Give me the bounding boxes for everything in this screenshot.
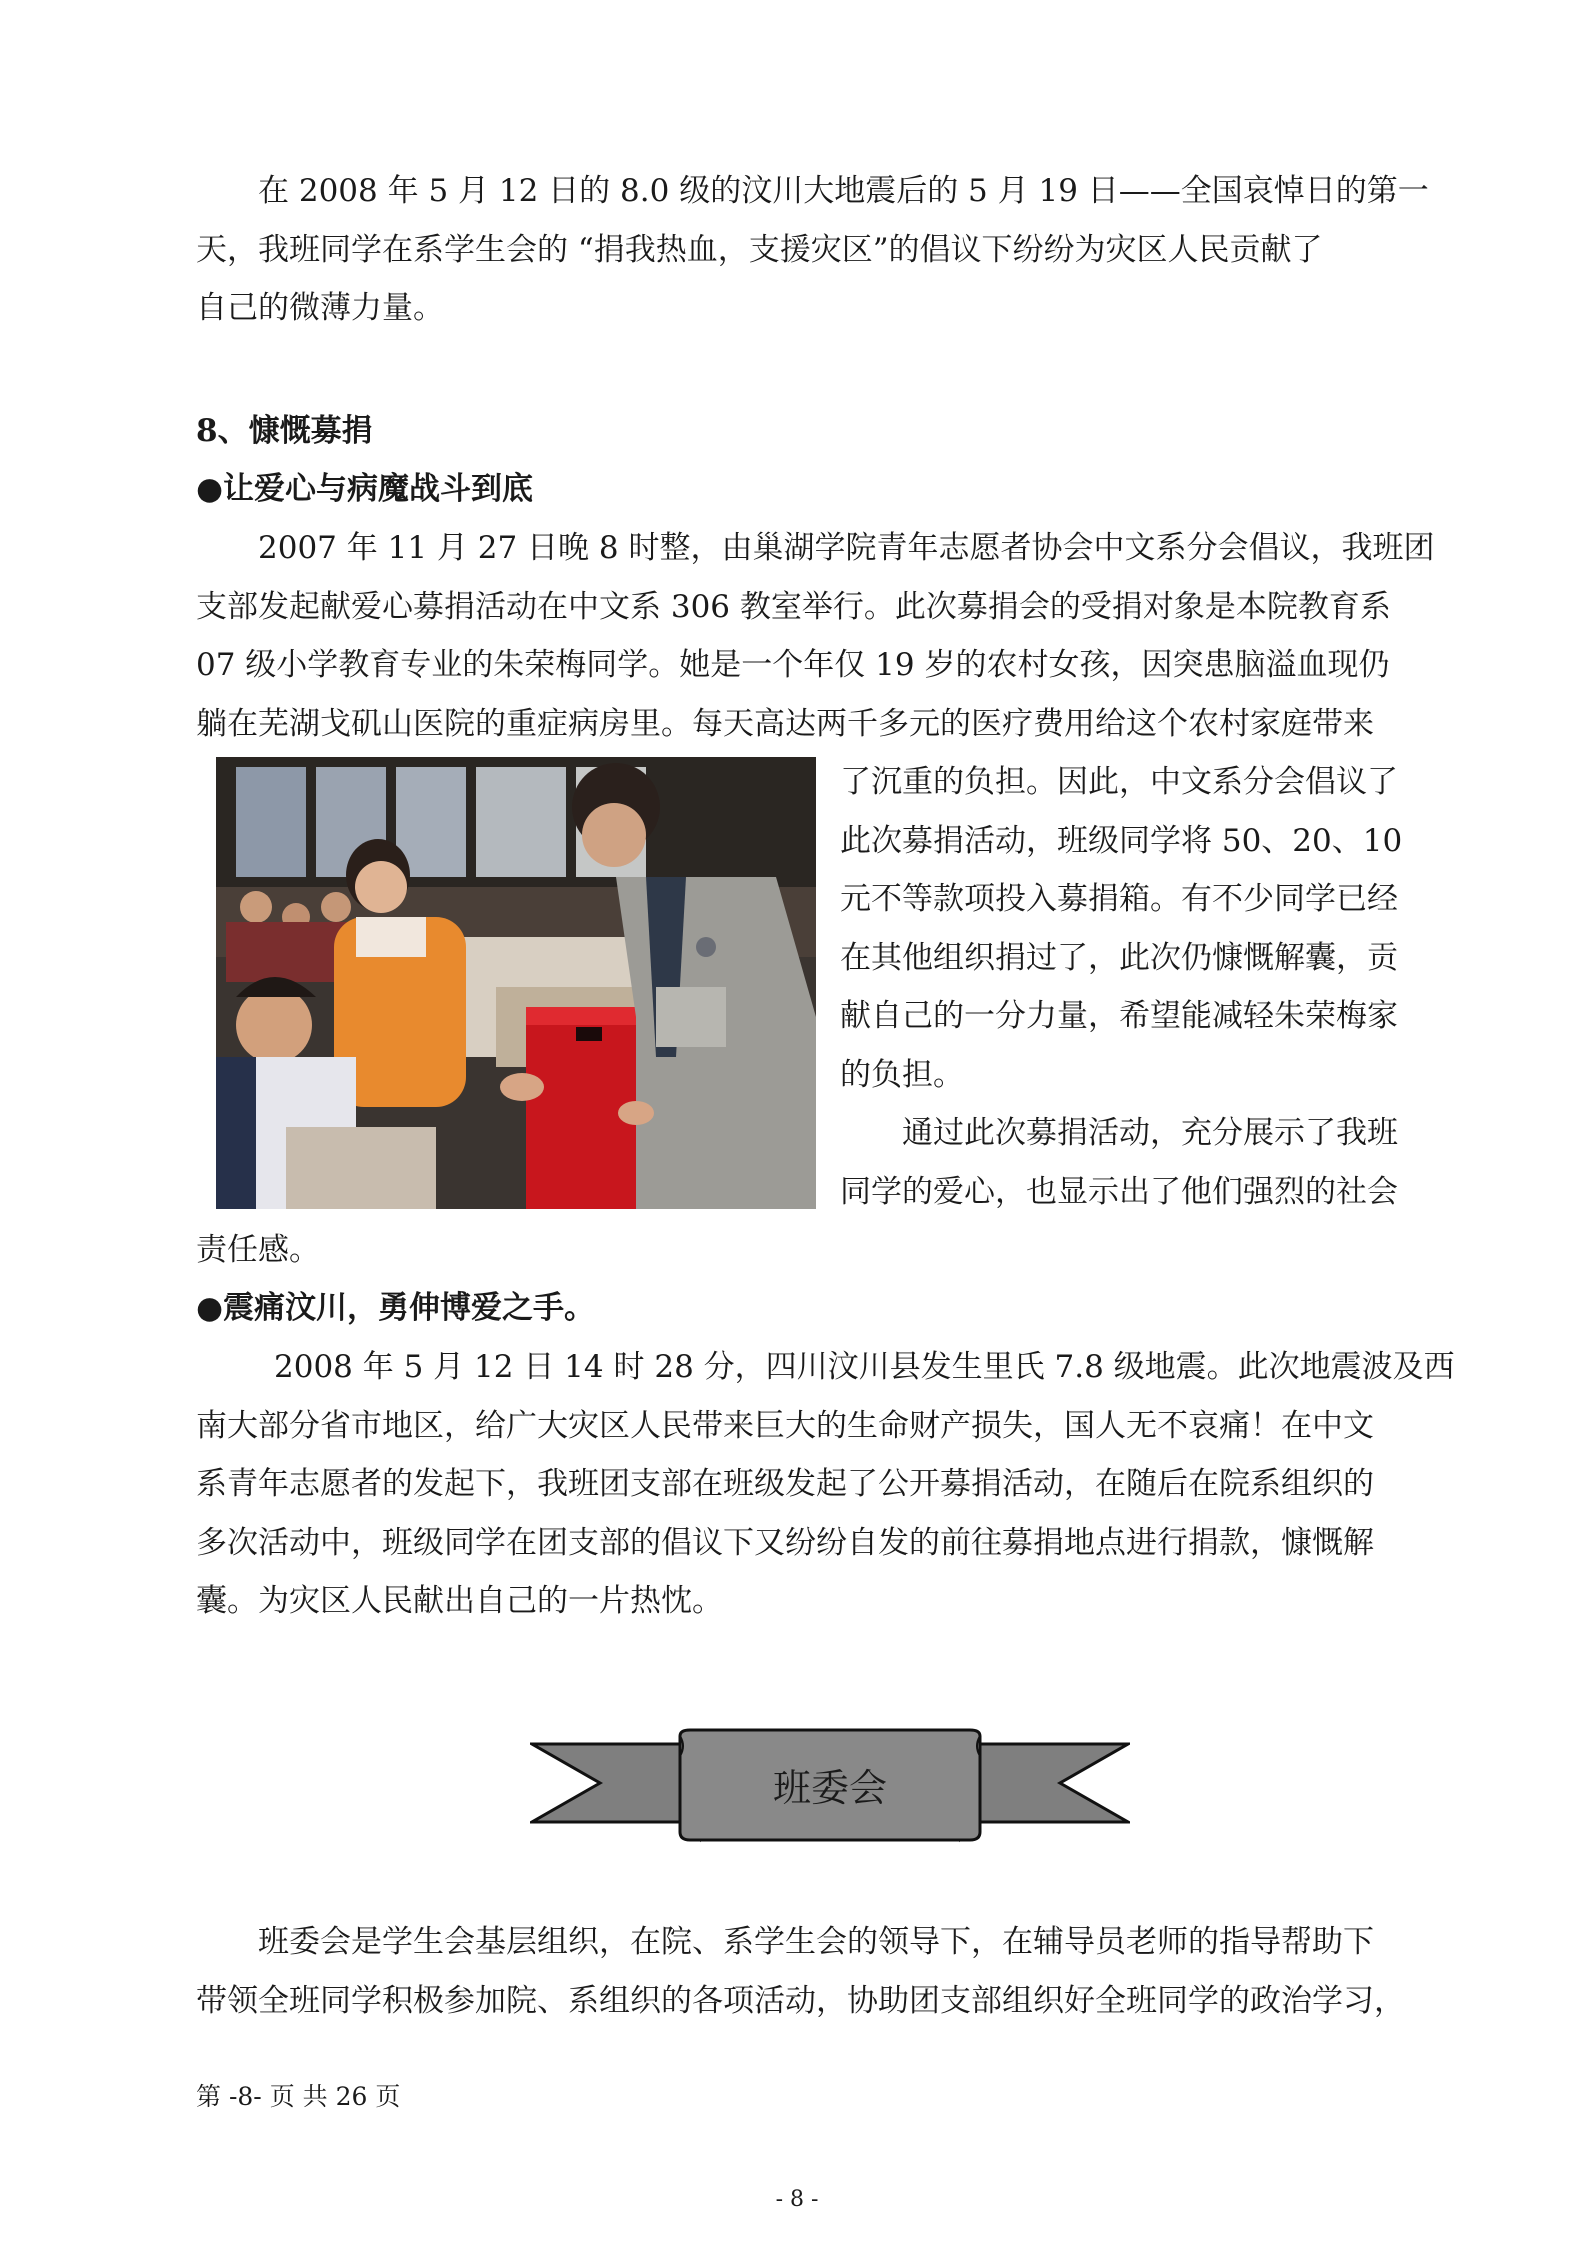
item2-heading: ●震痛汶川，勇伸博爱之手。	[196, 1290, 596, 1326]
donation-photo	[216, 757, 816, 1209]
intro-line: 在 2008 年 5 月 12 日的 8.0 级的汶川大地震后的 5 月 19 日——全国哀悼日的第一	[258, 173, 1429, 209]
section-title: 8、慷慨募捐	[196, 413, 373, 449]
item2-line: 2008 年 5 月 12 日 14 时 28 分，四川汶川县发生里氏 7.8 级地震。此次地震波及西	[274, 1349, 1455, 1385]
item2-line: 南大部分省市地区，给广大灾区人民带来巨大的生命财产损失，国人无不哀痛！在中文	[196, 1407, 1374, 1444]
item1-line: 支部发起献爱心募捐活动在中文系 306 教室举行。此次募捐会的受捐对象是本院教育系	[196, 588, 1391, 625]
item1-wrap-line: 的负担。	[840, 1056, 964, 1093]
item1-tail-line: 责任感。	[196, 1232, 320, 1268]
item1-line: 躺在芜湖戈矶山医院的重症病房里。每天高达两千多元的医疗费用给这个农村家庭带来	[196, 705, 1374, 742]
page-count-label: 第 -8- 页 共 26 页	[196, 2082, 401, 2111]
committee-line: 带领全班同学积极参加院、系组织的各项活动，协助团支部组织好全班同学的政治学习，	[196, 1982, 1405, 2019]
banner-title: 班委会	[772, 1766, 887, 1810]
item1-heading: ●让爱心与病魔战斗到底	[196, 471, 534, 507]
item1-wrap-line: 通过此次募捐活动，充分展示了我班	[902, 1115, 1398, 1151]
item1-line: 2007 年 11 月 27 日晚 8 时整，由巢湖学院青年志愿者协会中文系分会倡议，我班团	[258, 530, 1435, 566]
intro-line: 自己的微薄力量。	[196, 290, 444, 326]
committee-banner	[530, 1728, 1130, 1848]
item2-line: 多次活动中，班级同学在团支部的倡议下又纷纷自发的前往募捐地点进行捐款，慷慨解	[196, 1524, 1374, 1561]
item1-wrap-line: 元不等款项投入募捐箱。有不少同学已经	[840, 881, 1398, 917]
page-number: - 8 -	[775, 2187, 819, 2212]
item1-line: 07 级小学教育专业的朱荣梅同学。她是一个年仅 19 岁的农村女孩，因突患脑溢血现仍	[196, 647, 1390, 683]
item1-tail	[196, 1221, 1406, 1280]
intro-line: 天，我班同学在系学生会的 “捐我热血，支援灾区”的倡议下纷纷为灾区人民贡献了	[196, 231, 1323, 268]
intro-paragraph	[196, 162, 1429, 338]
item1-wrap-line: 此次募捐活动，班级同学将 50、20、10	[840, 822, 1403, 859]
item1-wrap-line: 同学的爱心，也显示出了他们强烈的社会	[840, 1173, 1398, 1210]
item1-wrap-line: 在其他组织捐过了，此次仍慷慨解囊，贡	[840, 939, 1398, 976]
item1-wrap-line: 献自己的一分力量，希望能减轻朱荣梅家	[840, 998, 1398, 1034]
committee-paragraph	[196, 1913, 1406, 2030]
item2-line: 系青年志愿者的发起下，我班团支部在班级发起了公开募捐活动，在随后在院系组织的	[196, 1466, 1374, 1502]
item1-wrap-paragraph	[840, 753, 1406, 1221]
item1-paragraph	[196, 519, 1435, 753]
item2-line: 囊。为灾区人民献出自己的一片热忱。	[196, 1583, 723, 1619]
item1-wrap-line: 了沉重的负担。因此，中文系分会倡议了	[840, 764, 1398, 800]
item2-paragraph	[196, 1338, 1455, 1631]
committee-line: 班委会是学生会基层组织，在院、系学生会的领导下，在辅导员老师的指导帮助下	[258, 1924, 1374, 1960]
